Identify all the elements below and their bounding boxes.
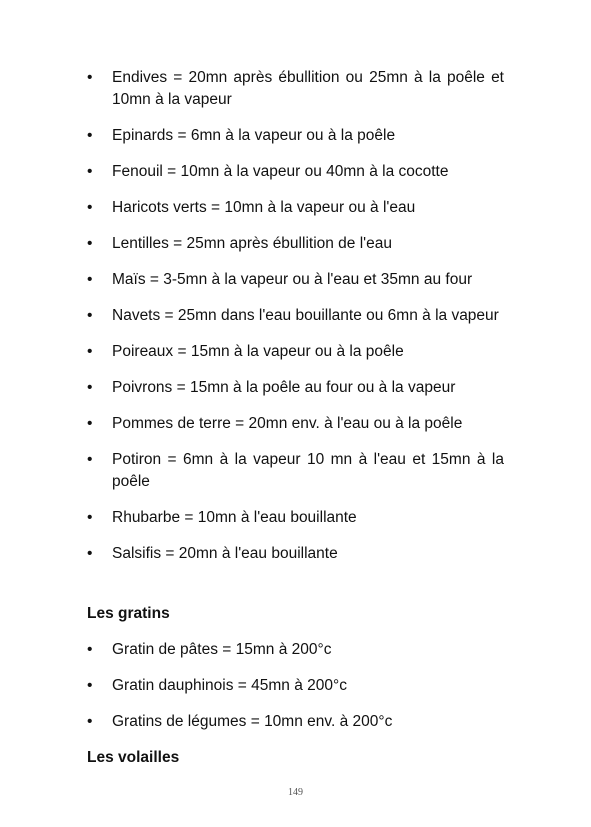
list-item bbox=[87, 377, 504, 399]
list-item bbox=[87, 449, 504, 493]
list-item-text: Maïs = 3-5mn à la vapeur ou à l'eau et 35mn au four bbox=[112, 271, 473, 288]
list-item-text: Fenouil = 10mn à la vapeur ou 40mn à la cocotte bbox=[112, 163, 449, 180]
bullet: • bbox=[87, 677, 93, 694]
bullet: • bbox=[87, 713, 93, 730]
list-item-text: Rhubarbe = 10mn à l'eau bouillante bbox=[112, 509, 357, 526]
list-item bbox=[87, 125, 504, 147]
bullet: • bbox=[87, 235, 93, 252]
bullet: • bbox=[87, 69, 93, 86]
list-item-text: Haricots verts = 10mn à la vapeur ou à l'eau bbox=[112, 199, 416, 216]
list-item-text: Potiron = 6mn à la vapeur 10 mn à l'eau et 15mn à la poêle bbox=[112, 451, 504, 490]
bullet: • bbox=[87, 163, 93, 180]
list-item bbox=[87, 543, 504, 565]
bullet: • bbox=[87, 199, 93, 216]
list-item bbox=[87, 269, 504, 291]
list-item-text: Gratins de légumes = 10mn env. à 200°c bbox=[112, 713, 393, 730]
bullet: • bbox=[87, 379, 93, 396]
list-item bbox=[87, 507, 504, 529]
list-item bbox=[87, 161, 504, 183]
vegetables-list bbox=[87, 67, 504, 565]
list-item-text: Gratin dauphinois = 45mn à 200°c bbox=[112, 677, 347, 694]
list-item bbox=[87, 341, 504, 363]
list-item bbox=[87, 67, 504, 111]
bullet: • bbox=[87, 271, 93, 288]
list-item bbox=[87, 305, 504, 327]
list-item-text: Gratin de pâtes = 15mn à 200°c bbox=[112, 641, 332, 658]
list-item bbox=[87, 233, 504, 255]
list-item bbox=[87, 711, 504, 733]
bullet: • bbox=[87, 545, 93, 562]
list-item bbox=[87, 639, 504, 661]
list-item bbox=[87, 197, 504, 219]
list-item-text: Poireaux = 15mn à la vapeur ou à la poêle bbox=[112, 343, 404, 360]
list-item-text: Endives = 20mn après ébullition ou 25mn à la poêle et 10mn à la vapeur bbox=[112, 69, 504, 108]
page-number: 149 bbox=[288, 787, 303, 798]
list-item-text: Epinards = 6mn à la vapeur ou à la poêle bbox=[112, 127, 396, 144]
section-heading-gratins: Les gratins bbox=[87, 605, 170, 622]
bullet: • bbox=[87, 127, 93, 144]
gratins-list bbox=[87, 639, 504, 733]
bullet: • bbox=[87, 343, 93, 360]
section-heading-volailles: Les volailles bbox=[87, 749, 180, 766]
bullet: • bbox=[87, 415, 93, 432]
bullet: • bbox=[87, 451, 93, 468]
list-item-text: Pommes de terre = 20mn env. à l'eau ou à la poêle bbox=[112, 415, 463, 432]
list-item-text: Lentilles = 25mn après ébullition de l'eau bbox=[112, 235, 392, 252]
list-item-text: Salsifis = 20mn à l'eau bouillante bbox=[112, 545, 338, 562]
list-item bbox=[87, 675, 504, 697]
bullet: • bbox=[87, 641, 93, 658]
list-item bbox=[87, 413, 504, 435]
list-item-text: Navets = 25mn dans l'eau bouillante ou 6mn à la vapeur bbox=[112, 307, 499, 324]
bullet: • bbox=[87, 509, 93, 526]
bullet: • bbox=[87, 307, 93, 324]
list-item-text: Poivrons = 15mn à la poêle au four ou à la vapeur bbox=[112, 379, 456, 396]
